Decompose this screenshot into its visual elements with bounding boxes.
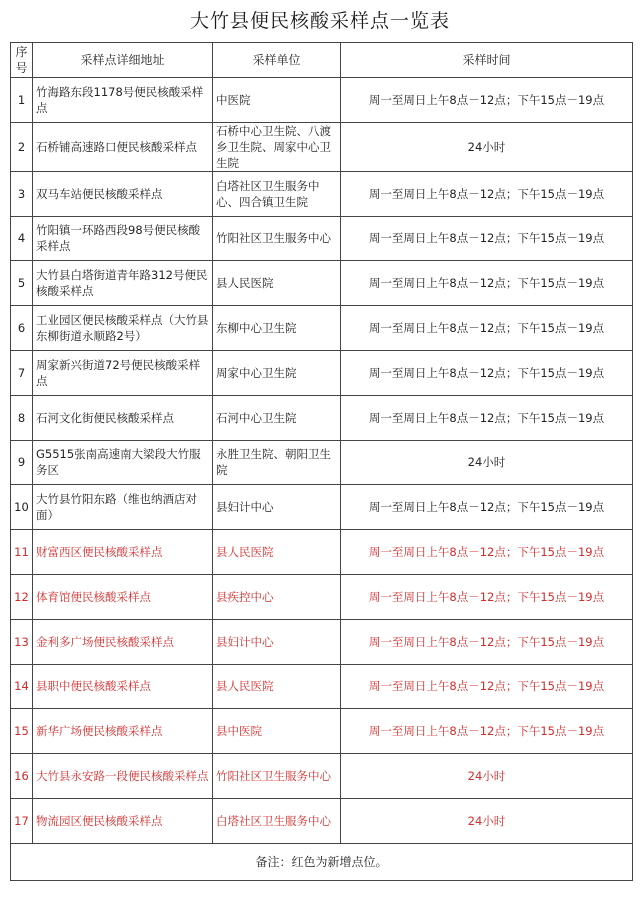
table-row — [11, 350, 633, 395]
row-address: 财富西区便民核酸采样点 — [33, 530, 213, 575]
note-row — [11, 843, 633, 880]
row-time: 周一至周日上午8点－12点；下午15点－19点 — [341, 216, 633, 261]
row-number: 6 — [11, 306, 33, 351]
row-unit: 白塔社区卫生服务中心 — [213, 798, 341, 843]
row-unit: 石河中心卫生院 — [213, 395, 341, 440]
row-address: 物流园区便民核酸采样点 — [33, 798, 213, 843]
row-address: 石河文化街便民核酸采样点 — [33, 395, 213, 440]
table-row — [11, 754, 633, 799]
row-unit: 县妇计中心 — [213, 619, 341, 664]
row-unit: 竹阳社区卫生服务中心 — [213, 754, 341, 799]
table-header-row — [11, 43, 633, 78]
table-row — [11, 122, 633, 171]
table-row — [11, 395, 633, 440]
row-time: 24小时 — [341, 440, 633, 485]
row-time: 周一至周日上午8点－12点；下午15点－19点 — [341, 574, 633, 619]
row-address: 竹海路东段1178号便民核酸采样点 — [33, 78, 213, 123]
table-row — [11, 664, 633, 709]
table-row — [11, 306, 633, 351]
row-number: 2 — [11, 122, 33, 171]
row-time: 周一至周日上午8点－12点；下午15点－19点 — [341, 171, 633, 216]
row-number: 9 — [11, 440, 33, 485]
table-row — [11, 485, 633, 530]
row-address: 工业园区便民核酸采样点（大竹县东柳街道永顺路2号） — [33, 306, 213, 351]
table-row — [11, 619, 633, 664]
row-unit: 永胜卫生院、朝阳卫生院 — [213, 440, 341, 485]
row-unit: 竹阳社区卫生服务中心 — [213, 216, 341, 261]
row-unit: 县中医院 — [213, 709, 341, 754]
row-number: 4 — [11, 216, 33, 261]
row-time: 周一至周日上午8点－12点；下午15点－19点 — [341, 261, 633, 306]
row-address: 县职中便民核酸采样点 — [33, 664, 213, 709]
row-time: 周一至周日上午8点－12点；下午15点－19点 — [341, 709, 633, 754]
sampling-sites-table — [10, 42, 633, 881]
table-row — [11, 261, 633, 306]
row-address: 大竹县竹阳东路（维也纳酒店对面） — [33, 485, 213, 530]
table-row — [11, 216, 633, 261]
row-time: 周一至周日上午8点－12点；下午15点－19点 — [341, 350, 633, 395]
row-number: 17 — [11, 798, 33, 843]
row-time: 周一至周日上午8点－12点；下午15点－19点 — [341, 619, 633, 664]
row-address: 周家新兴街道72号便民核酸采样点 — [33, 350, 213, 395]
row-number: 10 — [11, 485, 33, 530]
row-time: 周一至周日上午8点－12点；下午15点－19点 — [341, 664, 633, 709]
row-time: 24小时 — [341, 122, 633, 171]
row-address: 双马车站便民核酸采样点 — [33, 171, 213, 216]
row-unit: 石桥中心卫生院、八渡乡卫生院、周家中心卫生院 — [213, 122, 341, 171]
table-row — [11, 574, 633, 619]
row-address: G5515张南高速南大梁段大竹服务区 — [33, 440, 213, 485]
row-unit: 县人民医院 — [213, 261, 341, 306]
row-address: 大竹县永安路一段便民核酸采样点 — [33, 754, 213, 799]
table-row — [11, 171, 633, 216]
row-unit: 县妇计中心 — [213, 485, 341, 530]
row-unit: 县人民医院 — [213, 530, 341, 575]
table-row — [11, 530, 633, 575]
table-row — [11, 440, 633, 485]
row-number: 3 — [11, 171, 33, 216]
row-time: 周一至周日上午8点－12点；下午15点－19点 — [341, 485, 633, 530]
table-row — [11, 709, 633, 754]
row-number: 8 — [11, 395, 33, 440]
header-number: 序号 — [11, 43, 33, 78]
page-title: 大竹县便民核酸采样点一览表 — [189, 10, 450, 32]
table-note: 备注：红色为新增点位。 — [11, 843, 633, 880]
row-address: 体育馆便民核酸采样点 — [33, 574, 213, 619]
row-number: 14 — [11, 664, 33, 709]
row-number: 5 — [11, 261, 33, 306]
row-unit: 县疾控中心 — [213, 574, 341, 619]
row-unit: 东柳中心卫生院 — [213, 306, 341, 351]
row-address: 大竹县白塔街道青年路312号便民核酸采样点 — [33, 261, 213, 306]
row-address: 新华广场便民核酸采样点 — [33, 709, 213, 754]
row-number: 11 — [11, 530, 33, 575]
row-number: 13 — [11, 619, 33, 664]
row-number: 16 — [11, 754, 33, 799]
row-number: 15 — [11, 709, 33, 754]
row-unit: 白塔社区卫生服务中心、四合镇卫生院 — [213, 171, 341, 216]
row-address: 竹阳镇一环路西段98号便民核酸采样点 — [33, 216, 213, 261]
row-address: 石桥铺高速路口便民核酸采样点 — [33, 122, 213, 171]
row-number: 7 — [11, 350, 33, 395]
row-time: 24小时 — [341, 798, 633, 843]
row-time: 周一至周日上午8点－12点；下午15点－19点 — [341, 395, 633, 440]
table-row — [11, 798, 633, 843]
row-number: 1 — [11, 78, 33, 123]
row-unit: 中医院 — [213, 78, 341, 123]
header-time: 采样时间 — [341, 43, 633, 78]
row-number: 12 — [11, 574, 33, 619]
header-address: 采样点详细地址 — [33, 43, 213, 78]
row-unit: 县人民医院 — [213, 664, 341, 709]
table-row — [11, 78, 633, 123]
row-time: 周一至周日上午8点－12点；下午15点－19点 — [341, 306, 633, 351]
row-time: 周一至周日上午8点－12点；下午15点－19点 — [341, 78, 633, 123]
row-unit: 周家中心卫生院 — [213, 350, 341, 395]
row-time: 周一至周日上午8点－12点；下午15点－19点 — [341, 530, 633, 575]
header-unit: 采样单位 — [213, 43, 341, 78]
table-body — [11, 78, 633, 844]
row-address: 金利多广场便民核酸采样点 — [33, 619, 213, 664]
row-time: 24小时 — [341, 754, 633, 799]
